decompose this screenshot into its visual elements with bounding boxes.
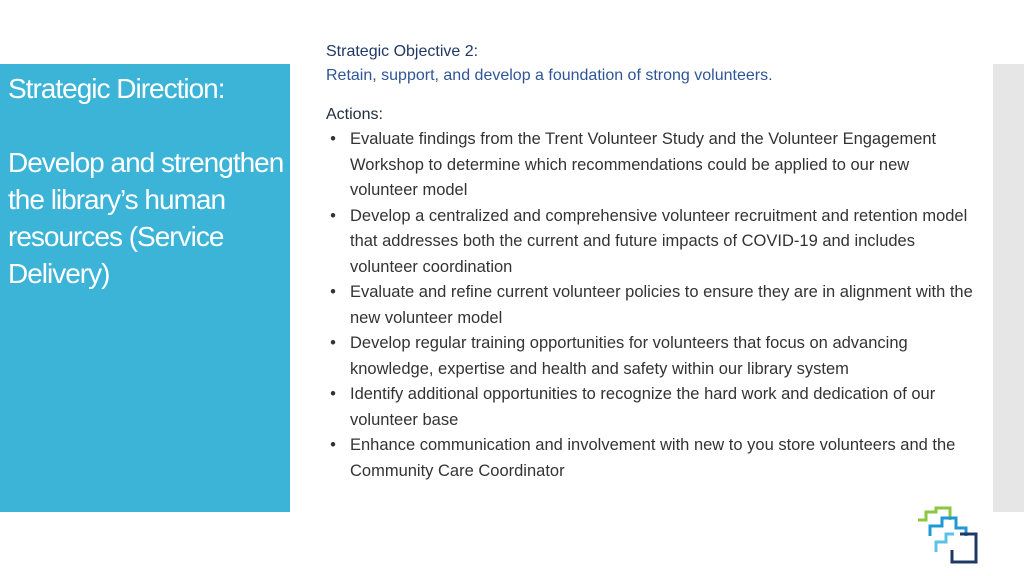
action-text: Develop regular training opportunities for volunteers that focus on advancing knowledge, expertise and health and safety within our library system xyxy=(350,334,908,378)
action-text: Evaluate and refine current volunteer policies to ensure they are in alignment with the new volunteer model xyxy=(350,283,973,327)
strategic-direction-text: Develop and strengthen the library’s human resources (Service Delivery) xyxy=(8,147,284,289)
action-text: Develop a centralized and comprehensive volunteer recruitment and retention model that addresses both the current and future impacts of COVID-19 and includes volunteer coordination xyxy=(350,206,968,276)
bullet-icon: • xyxy=(330,206,336,225)
action-item xyxy=(326,382,976,433)
action-item xyxy=(326,280,976,331)
bullet-icon: • xyxy=(330,130,336,148)
actions-list xyxy=(326,127,976,484)
bullet-icon: • xyxy=(330,385,336,403)
logo-stroke-navy xyxy=(952,534,976,562)
strategic-direction-heading: Strategic Direction: xyxy=(8,73,225,104)
objective-content xyxy=(326,40,976,484)
bullet-icon: • xyxy=(330,283,336,301)
logo-stroke-light-blue xyxy=(936,534,954,552)
action-text: Evaluate findings from the Trent Volunteer Study and the Volunteer Engagement Workshop to determine which recommendations could be applied to our new volunteer model xyxy=(350,130,937,199)
library-logo-icon xyxy=(916,506,980,566)
action-item xyxy=(326,331,976,382)
action-text: Identify additional opportunities to recognize the hard work and dedication of our volunteer base xyxy=(350,385,936,429)
right-side-strip xyxy=(993,64,1024,512)
bullet-icon: • xyxy=(330,436,336,454)
objective-title: Strategic Objective 2: xyxy=(326,43,479,60)
action-item xyxy=(326,204,976,281)
action-item xyxy=(326,433,976,484)
action-item xyxy=(326,127,976,204)
action-text: Enhance communication and involvement with new to you store volunteers and the Community Care Coordinator xyxy=(350,436,956,480)
actions-label: Actions: xyxy=(326,106,383,123)
bullet-icon: • xyxy=(330,334,336,352)
objective-description: Retain, support, and develop a foundation of strong volunteers. xyxy=(326,67,773,84)
